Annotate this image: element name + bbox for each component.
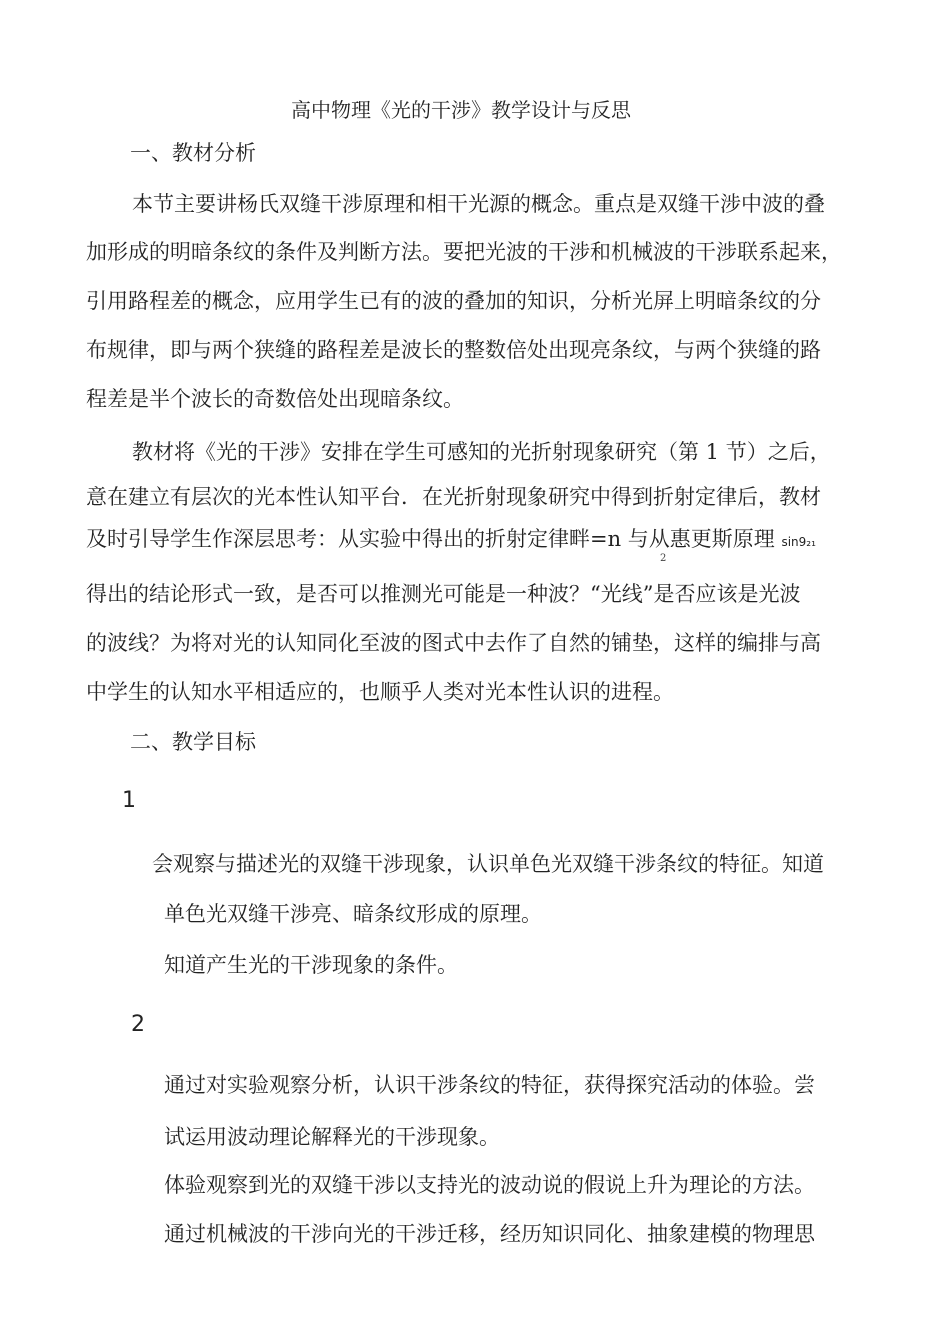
section-heading: 二、教学目标 [130, 730, 256, 754]
paragraph-text: 及时引导学生作深层思考：从实验中得出的折射定律畔=n 与从惠更斯原理 [86, 527, 782, 551]
formula-fragment: sin9₂₁ [781, 535, 816, 549]
paragraph-line: 的波线？为将对光的认知同化至波的图式中去作了自然的铺垫，这样的编排与高 [86, 631, 821, 655]
paragraph-line: 中学生的认知水平相适应的，也顺乎人类对光本性认识的进程。 [86, 680, 674, 704]
paragraph-line: 教材将《光的干涉》安排在学生可感知的光折射现象研究（第 1 节）之后， [132, 440, 831, 464]
goal-line: 通过对实验观察分析，认识干涉条纹的特征，获得探究活动的体验。尝 [164, 1073, 815, 1097]
paragraph-line: 布规律，即与两个狭缝的路程差是波长的整数倍处出现亮条纹，与两个狭缝的路 [86, 338, 821, 362]
goal-line: 试运用波动理论解释光的干涉现象。 [164, 1125, 500, 1149]
paragraph-line: 程差是半个波长的奇数倍处出现暗条纹。 [86, 387, 464, 411]
paragraph-line: 意在建立有层次的光本性认知平台．在光折射现象研究中得到折射定律后，教材 [86, 485, 821, 509]
goal-line: 通过机械波的干涉向光的干涉迁移，经历知识同化、抽象建模的物理思 [164, 1222, 815, 1246]
paragraph-line: 得出的结论形式一致，是否可以推测光可能是一种波？“光线”是否应该是光波 [86, 582, 801, 606]
goal-line: 知道产生光的干涉现象的条件。 [164, 953, 458, 977]
section-heading: 一、教材分析 [130, 141, 256, 165]
goal-line: 单色光双缝干涉亮、暗条纹形成的原理。 [164, 902, 542, 926]
document-title: 高中物理《光的干涉》教学设计与反思 [291, 98, 631, 122]
paragraph-line [86, 524, 816, 557]
paragraph-line: 加形成的明暗条纹的条件及判断方法。要把光波的干涉和机械波的干涉联系起来， [86, 240, 842, 264]
paragraph-line: 本节主要讲杨氏双缝干涉原理和相干光源的概念。重点是双缝干涉中波的叠 [132, 192, 825, 216]
paragraph-line: 引用路程差的概念，应用学生已有的波的叠加的知识，分析光屏上明暗条纹的分 [86, 289, 821, 313]
goal-line: 会观察与描述光的双缝干涉现象，认识单色光双缝干涉条纹的特征。知道 [152, 852, 824, 876]
goal-line: 体验观察到光的双缝干涉以支持光的波动说的假说上升为理论的方法。 [164, 1173, 815, 1197]
list-number: 2 [131, 1012, 145, 1037]
formula-subscript: 2 [660, 553, 667, 564]
list-number: 1 [122, 788, 136, 813]
